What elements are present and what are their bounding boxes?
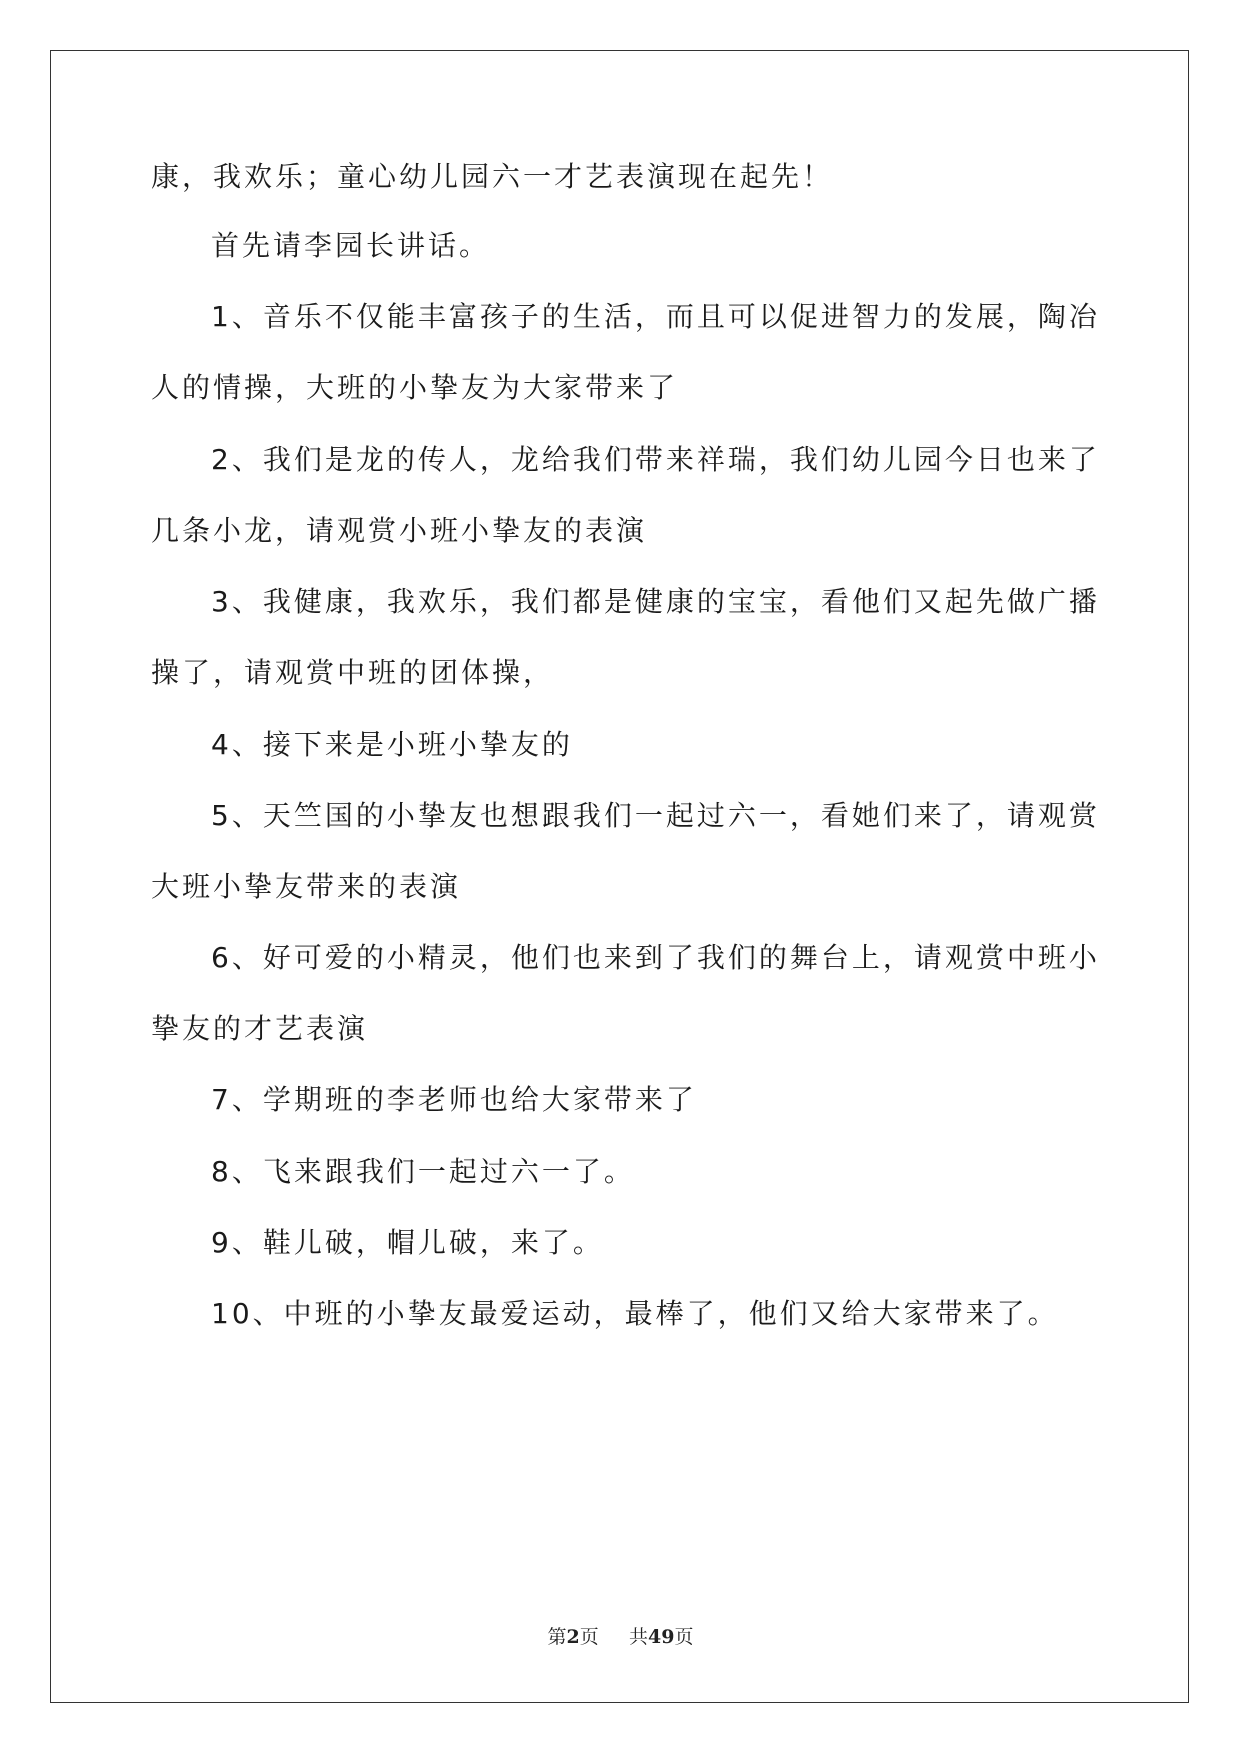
- paragraph-line: 1、音乐不仅能丰富孩子的生活，而且可以促进智力的发展，陶冶: [211, 300, 1100, 333]
- paragraph-line: 4、接下来是小班小挚友的: [211, 728, 573, 761]
- total-prefix: 共: [628, 1626, 648, 1648]
- paragraph-line: 3、我健康，我欢乐，我们都是健康的宝宝，看他们又起先做广播: [211, 585, 1100, 618]
- paragraph-line: 2、我们是龙的传人，龙给我们带来祥瑞，我们幼儿园今日也来了: [211, 443, 1100, 476]
- paragraph-line: 10、中班的小挚友最爱运动，最棒了，他们又给大家带来了。: [211, 1297, 1059, 1330]
- total-pages: 49: [648, 1626, 675, 1648]
- paragraph-line: 5、天竺国的小挚友也想跟我们一起过六一，看她们来了，请观赏: [211, 799, 1100, 832]
- page-footer: [0, 1622, 1241, 1649]
- paragraph-line: 9、鞋儿破，帽儿破，来了。: [211, 1226, 604, 1259]
- paragraph-line: 6、好可爱的小精灵，他们也来到了我们的舞台上，请观赏中班小: [211, 941, 1100, 974]
- paragraph-line: 挚友的才艺表演: [151, 1012, 369, 1045]
- page-suffix: 页: [579, 1626, 599, 1648]
- page-prefix: 第: [547, 1626, 567, 1648]
- paragraph-line: 几条小龙，请观赏小班小挚友的表演: [151, 514, 648, 547]
- paragraph-line: 首先请李园长讲话。: [211, 229, 491, 262]
- paragraph-line: 大班小挚友带来的表演: [151, 870, 462, 903]
- paragraph-line: 8、飞来跟我们一起过六一了。: [211, 1155, 635, 1188]
- total-suffix: 页: [674, 1626, 694, 1648]
- page-number: 2: [566, 1626, 580, 1648]
- paragraph-line: 7、学期班的李老师也给大家带来了: [211, 1083, 697, 1116]
- paragraph-line: 康，我欢乐；童心幼儿园六一才艺表演现在起先！: [151, 160, 834, 193]
- paragraph-line: 操了，请观赏中班的团体操，: [151, 656, 555, 689]
- paragraph-line: 人的情操，大班的小挚友为大家带来了: [151, 371, 679, 404]
